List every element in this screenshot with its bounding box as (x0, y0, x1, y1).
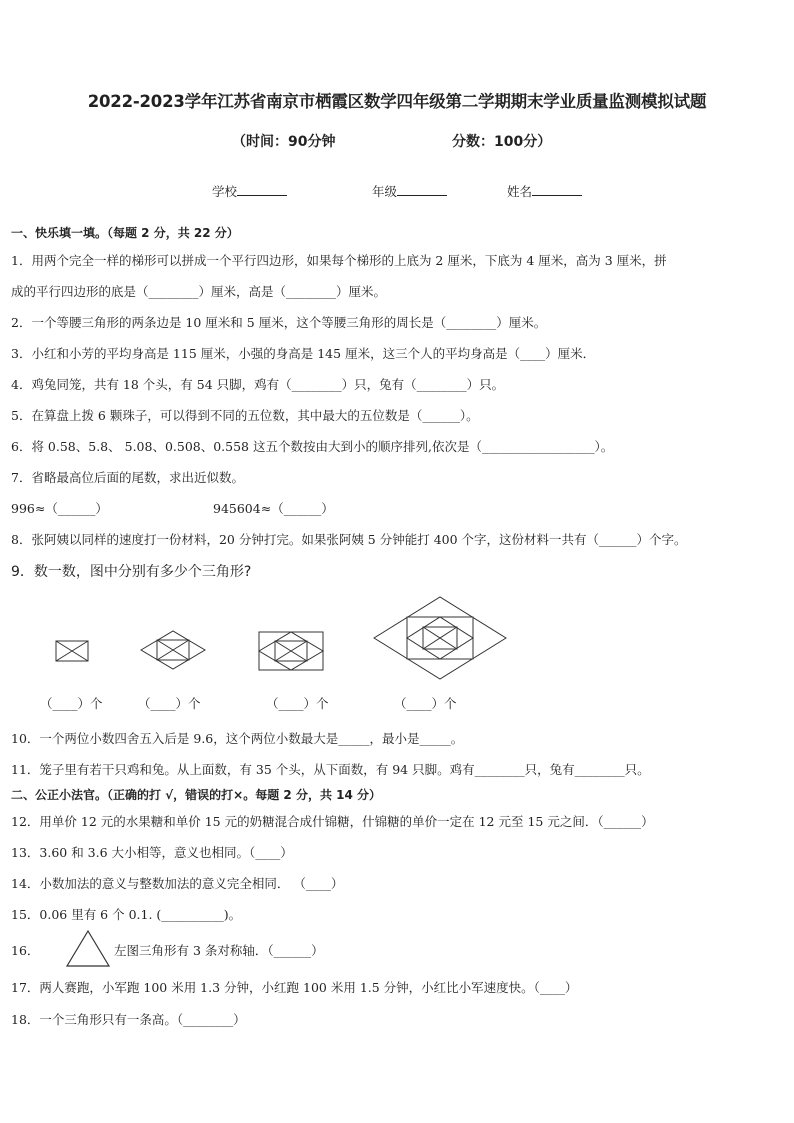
figure-2-answer[interactable]: （____）个 (138, 696, 201, 711)
grade-label: 年级 (372, 184, 398, 199)
figure-1-rectangle-x (50, 630, 98, 672)
school-label: 学校 (212, 184, 238, 199)
question-16-number: 16． (11, 943, 40, 958)
grade-field[interactable] (372, 182, 447, 200)
question-13: 13．3.60 和 3.6 大小相等，意义也相同。（____） (11, 845, 293, 860)
figure-4-answer[interactable]: （____）个 (394, 696, 457, 711)
question-12: 12．用单价 12 元的水果糖和单价 15 元的奶糖混合成什锦糖，什锦糖的单价一定在 12 元至 15 元之间．（______） (11, 814, 654, 829)
question-4: 4．鸡兔同笼，共有 18 个头，有 54 只脚，鸡有（________）只，兔有（________）只。 (11, 377, 505, 392)
name-label: 姓名 (507, 184, 533, 199)
question-11: 11．笼子里有若干只鸡和兔。从上面数，有 35 个头，从下面数，有 94 只脚。鸡有________只，兔有________只。 (11, 762, 650, 777)
question-1-line-2: 成的平行四边形的底是（________）厘米，高是（________）厘米。 (11, 284, 387, 299)
question-18: 18．一个三角形只有一条高。（________） (11, 1012, 246, 1027)
question-10: 10．一个两位小数四舍五入后是 9.6，这个两位小数最大是_____，最小是_____。 (11, 731, 464, 746)
name-field[interactable] (507, 182, 582, 200)
figure-1-answer[interactable]: （____）个 (40, 696, 103, 711)
triangle-icon (64, 928, 112, 970)
figure-2-diamond-rectangle (138, 628, 208, 674)
question-2: 2．一个等腰三角形的两条边是 10 厘米和 5 厘米，这个等腰三角形的周长是（________）厘米。 (11, 315, 547, 330)
question-7: 7．省略最高位后面的尾数，求出近似数。 (11, 470, 244, 485)
section-1-heading: 一、快乐填一填。（每题 2 分，共 22 分） (11, 226, 239, 240)
question-14: 14．小数加法的意义与整数加法的意义完全相同． （____） (11, 876, 344, 891)
school-field[interactable] (212, 182, 287, 200)
figure-4-nested-diamonds (370, 593, 510, 685)
figure-3-answer[interactable]: （____）个 (266, 696, 329, 711)
school-blank[interactable] (237, 183, 287, 196)
question-9: 9．数一数，图中分别有多少个三角形? (11, 564, 252, 580)
question-1-line-1: 1．用两个完全一样的梯形可以拼成一个平行四边形，如果每个梯形的上底为 2 厘米，下底为 4 厘米，高为 3 厘米，拼 (11, 253, 667, 268)
question-17: 17．两人赛跑，小军跑 100 米用 1.3 分钟，小红跑 100 米用 1.5 分钟，小红比小军速度快。（____） (11, 980, 578, 995)
question-8: 8．张阿姨以同样的速度打一份材料，20 分钟打完。如果张阿姨 5 分钟能打 400 个字，这份材料一共有（______）个字。 (11, 532, 687, 547)
section-2-heading: 二、公正小法官。（正确的打 √，错误的打×。每题 2 分，共 14 分） (11, 788, 381, 802)
question-6: 6．将 0.58、5.8、 5.08、0.508、0.558 这五个数按由大到小的顺序排列,依次是（__________________）。 (11, 439, 614, 454)
question-7b: 945604≈（______） (213, 501, 334, 516)
exam-time: （时间：90分钟 (232, 134, 336, 150)
page-title: 2022-2023学年江苏省南京市栖霞区数学四年级第二学期期末学业质量监测模拟试题 (87, 92, 707, 111)
exam-score: 分数：100分） (452, 134, 552, 150)
question-7a: 996≈（______） (11, 501, 108, 516)
name-blank[interactable] (532, 183, 582, 196)
question-5: 5．在算盘上拨 6 颗珠子，可以得到不同的五位数，其中最大的五位数是（______）。 (11, 408, 479, 423)
question-3: 3．小红和小芳的平均身高是 115 厘米，小强的身高是 145 厘米，这三个人的平均身高是（____）厘米． (11, 346, 596, 361)
question-15: 15．0.06 里有 6 个 0.1. (__________)。 (11, 907, 242, 922)
question-16: 左图三角形有 3 条对称轴．（______） (114, 943, 324, 958)
figure-3-rectangle-diamond-rectangle (255, 628, 327, 674)
grade-blank[interactable] (397, 183, 447, 196)
